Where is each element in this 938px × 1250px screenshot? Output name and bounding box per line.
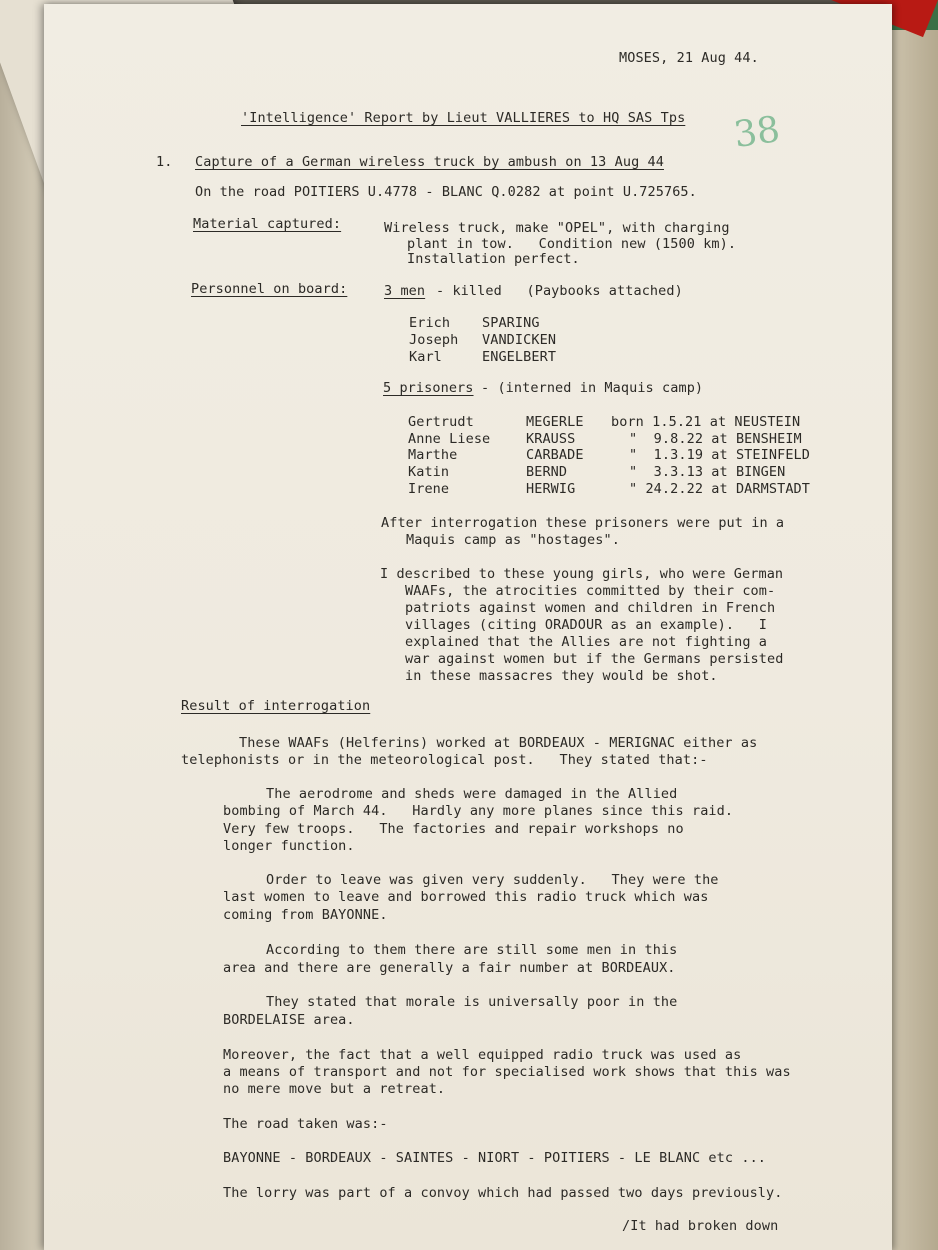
described-line: in these massacres they would be shot.: [405, 668, 718, 684]
prisoner-first-name: Irene: [408, 481, 450, 497]
described-line: WAAFs, the atrocities committed by their com-: [405, 583, 776, 599]
prisoner-last-name: BERND: [526, 464, 568, 480]
report-page: [44, 4, 892, 1250]
prisoner-birth: " 24.2.22 at DARMSTADT: [629, 481, 811, 497]
prisoner-last-name: HERWIG: [526, 481, 576, 497]
prisoner-birth: " 9.8.22 at BENSHEIM: [629, 431, 802, 447]
killed-first-name: Karl: [409, 349, 442, 365]
prisoner-last-name: KRAUSS: [526, 431, 576, 447]
aerodrome-line: longer function.: [223, 838, 355, 854]
aerodrome-line: Very few troops. The factories and repair workshops no: [223, 821, 684, 837]
prisoners-note: - (interned in Maquis camp): [481, 380, 704, 396]
prisoner-birth: " 3.3.13 at BINGEN: [629, 464, 786, 480]
material-label: Material captured:: [193, 216, 342, 232]
material-line: Installation perfect.: [407, 251, 580, 267]
prisoner-first-name: Gertrudt: [408, 414, 474, 430]
killed-first-name: Joseph: [409, 332, 459, 348]
material-line: plant in tow. Condition new (1500 km).: [407, 236, 737, 252]
result-intro-line: These WAAFs (Helferins) worked at BORDEAUX - MERIGNAC either as: [239, 735, 758, 751]
described-line: villages (citing ORADOUR as an example). I: [405, 617, 768, 633]
described-line: I described to these young girls, who were German: [380, 566, 784, 582]
prisoner-first-name: Anne Liese: [408, 431, 491, 447]
route-line: BAYONNE - BORDEAUX - SAINTES - NIORT - POITIERS - LE BLANC etc ...: [223, 1150, 767, 1166]
personnel-label: Personnel on board:: [191, 281, 348, 297]
order-line: Order to leave was given very suddenly. They were the: [266, 872, 719, 888]
after-interrogation-line: Maquis camp as "hostages".: [406, 532, 620, 548]
road-taken: The road taken was:-: [223, 1116, 388, 1132]
prisoner-last-name: CARBADE: [526, 447, 584, 463]
result-intro-line: telephonists or in the meteorological post. They stated that:-: [181, 752, 708, 768]
killed-count: 3 men: [384, 283, 426, 299]
killed-last-name: SPARING: [482, 315, 540, 331]
killed-note: - killed (Paybooks attached): [436, 283, 683, 299]
killed-last-name: VANDICKEN: [482, 332, 557, 348]
continued-line: /It had broken down: [622, 1218, 779, 1234]
aerodrome-line: bombing of March 44. Hardly any more planes since this raid.: [223, 803, 734, 819]
order-line: coming from BAYONNE.: [223, 907, 388, 923]
prisoner-last-name: MEGERLE: [526, 414, 584, 430]
morale-line: They stated that morale is universally poor in the: [266, 994, 678, 1010]
folio-mark: 38: [731, 109, 783, 156]
killed-first-name: Erich: [409, 315, 451, 331]
prisoner-first-name: Marthe: [408, 447, 458, 463]
result-heading: Result of interrogation: [181, 698, 371, 714]
section-heading: Capture of a German wireless truck by ambush on 13 Aug 44: [195, 154, 664, 170]
prisoner-birth: " 1.3.19 at STEINFELD: [629, 447, 811, 463]
men-line: area and there are generally a fair number at BORDEAUX.: [223, 960, 676, 976]
aerodrome-line: The aerodrome and sheds were damaged in the Allied: [266, 786, 678, 802]
described-line: explained that the Allies are not fighting a: [405, 634, 768, 650]
killed-last-name: ENGELBERT: [482, 349, 557, 365]
prisoners-count: 5 prisoners: [383, 380, 474, 396]
described-line: patriots against women and children in French: [405, 600, 776, 616]
report-title: 'Intelligence' Report by Lieut VALLIERES to HQ SAS Tps: [241, 110, 686, 126]
after-interrogation-line: After interrogation these prisoners were put in a: [381, 515, 785, 531]
place-date: MOSES, 21 Aug 44.: [619, 50, 759, 66]
described-line: war against women but if the Germans persisted: [405, 651, 784, 667]
prisoner-birth: born 1.5.21 at NEUSTEIN: [611, 414, 801, 430]
convoy-line: The lorry was part of a convoy which had passed two days previously.: [223, 1185, 783, 1201]
morale-line: BORDELAISE area.: [223, 1012, 355, 1028]
retreat-line: Moreover, the fact that a well equipped radio truck was used as: [223, 1047, 742, 1063]
order-line: last women to leave and borrowed this radio truck which was: [223, 889, 709, 905]
retreat-line: a means of transport and not for specialised work shows that this was: [223, 1064, 791, 1080]
road-line: On the road POITIERS U.4778 - BLANC Q.0282 at point U.725765.: [195, 184, 697, 200]
section-number: 1.: [156, 154, 173, 170]
prisoner-first-name: Katin: [408, 464, 450, 480]
men-line: According to them there are still some men in this: [266, 942, 678, 958]
material-line: Wireless truck, make "OPEL", with charging: [384, 220, 730, 236]
retreat-line: no mere move but a retreat.: [223, 1081, 446, 1097]
